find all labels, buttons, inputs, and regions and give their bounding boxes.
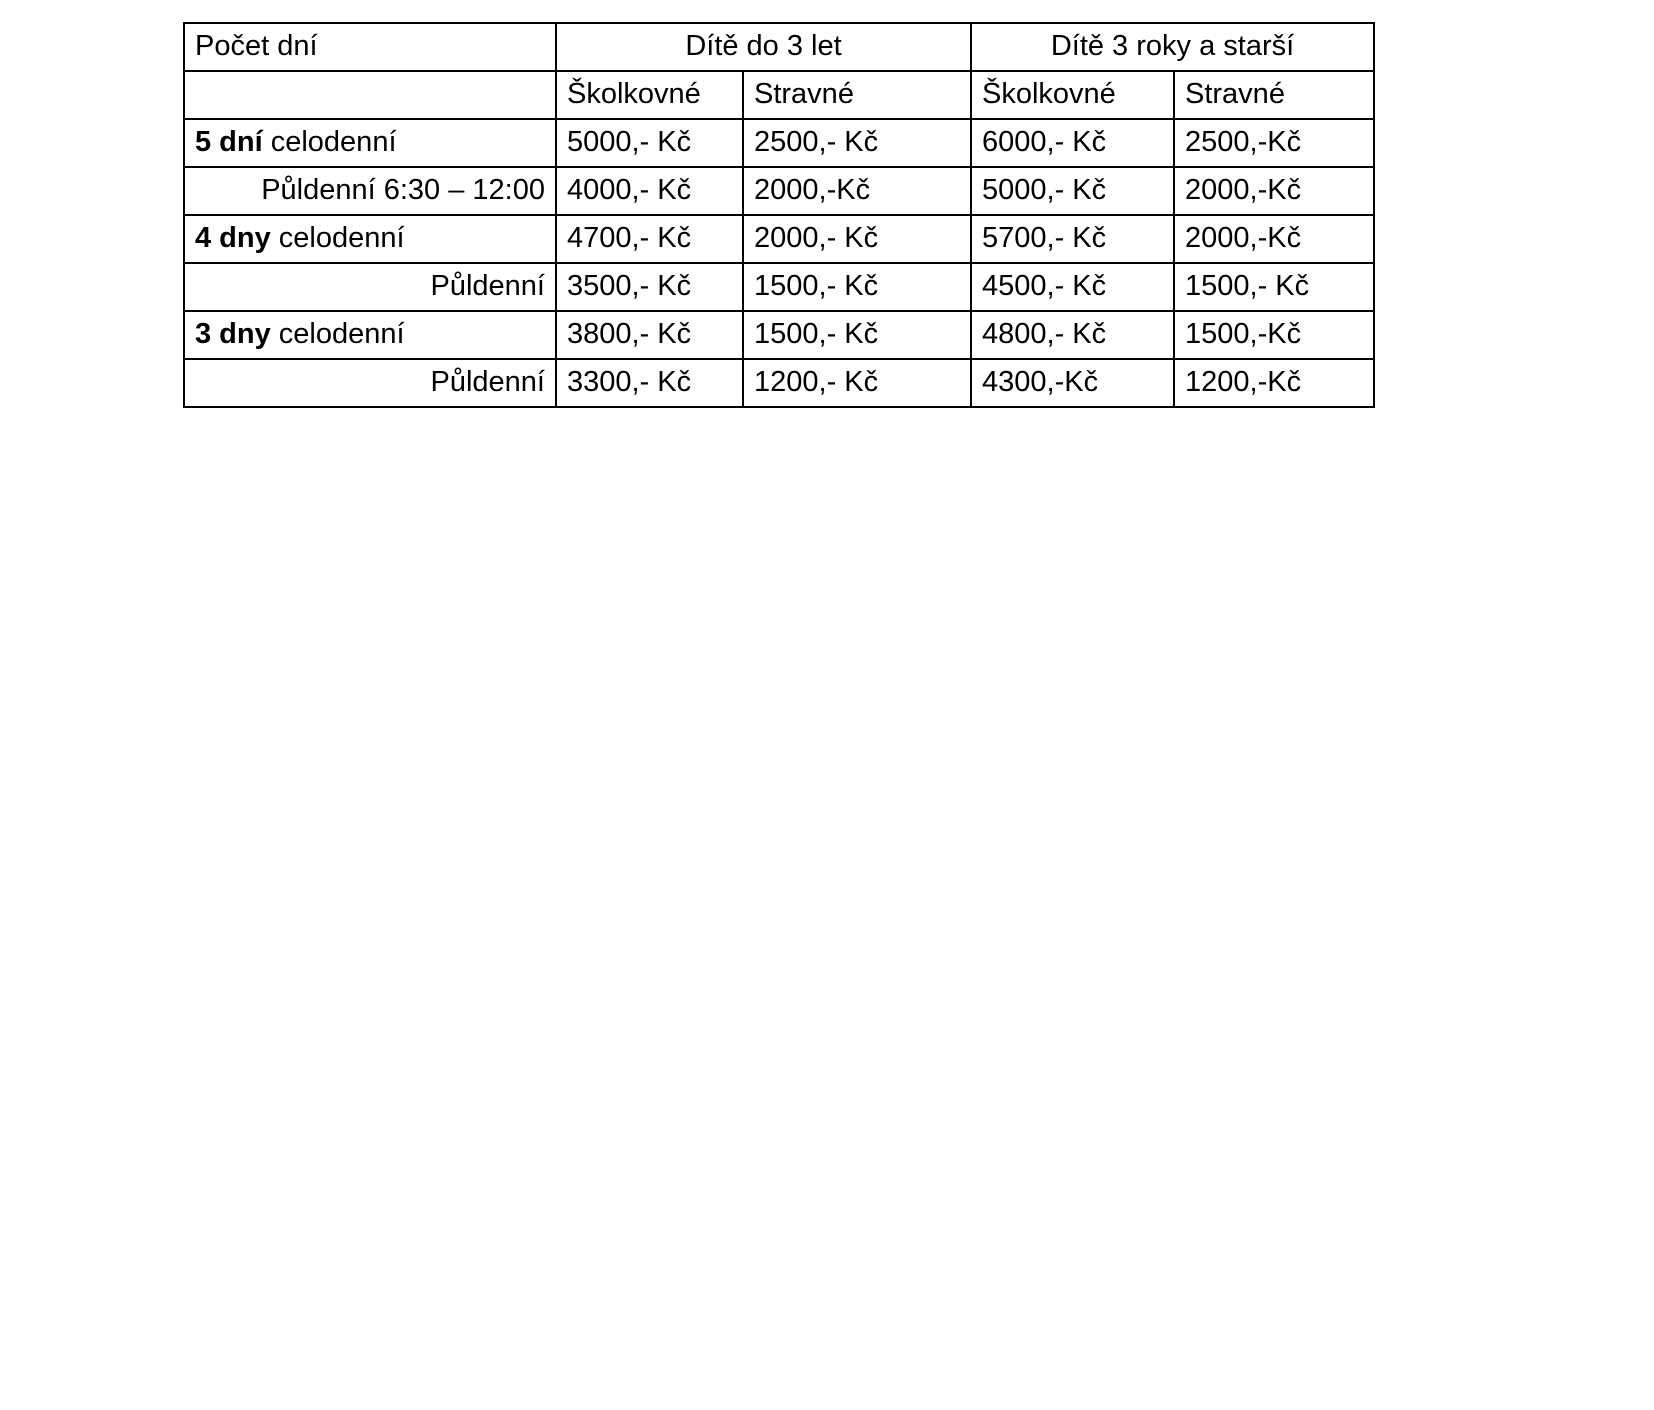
header-cell-tuition-under3: Školkovné xyxy=(556,71,743,119)
row-label-rest: Půldenní 6:30 – 12:00 xyxy=(261,174,545,206)
row-label-bold: 5 dní xyxy=(195,126,263,158)
row-value-tuition-3plus: 5000,- Kč xyxy=(971,167,1174,215)
row-value-meals-under3: 1200,- Kč xyxy=(743,359,971,407)
row-value-tuition-3plus: 4800,- Kč xyxy=(971,311,1174,359)
row-value-meals-3plus: 2000,-Kč xyxy=(1174,215,1374,263)
row-label xyxy=(184,359,556,407)
row-label xyxy=(184,167,556,215)
row-value-tuition-under3: 4000,- Kč xyxy=(556,167,743,215)
row-value-meals-3plus: 2500,-Kč xyxy=(1174,119,1374,167)
row-label xyxy=(184,119,556,167)
header-cell-group-under3: Dítě do 3 let xyxy=(556,23,971,71)
row-label xyxy=(184,215,556,263)
row-value-tuition-under3: 3800,- Kč xyxy=(556,311,743,359)
pricing-table xyxy=(183,22,1375,408)
row-label-rest: celodenní xyxy=(262,126,397,158)
table-row xyxy=(184,167,1374,215)
row-label xyxy=(184,311,556,359)
row-value-tuition-3plus: 6000,- Kč xyxy=(971,119,1174,167)
header-cell-tuition-3plus: Školkovné xyxy=(971,71,1174,119)
table-row xyxy=(184,263,1374,311)
row-value-tuition-under3: 3300,- Kč xyxy=(556,359,743,407)
row-value-meals-3plus: 2000,-Kč xyxy=(1174,167,1374,215)
row-value-meals-under3: 1500,- Kč xyxy=(743,263,971,311)
row-value-tuition-3plus: 4300,-Kč xyxy=(971,359,1174,407)
header-cell-meals-3plus: Stravné xyxy=(1174,71,1374,119)
row-value-meals-3plus: 1500,-Kč xyxy=(1174,311,1374,359)
row-value-tuition-under3: 3500,- Kč xyxy=(556,263,743,311)
row-value-meals-3plus: 1500,- Kč xyxy=(1174,263,1374,311)
table-row xyxy=(184,119,1374,167)
row-label-rest: celodenní xyxy=(270,318,405,350)
table-header-row-groups xyxy=(184,23,1374,71)
row-value-tuition-under3: 5000,- Kč xyxy=(556,119,743,167)
row-label-rest: Půldenní xyxy=(430,270,545,302)
row-value-meals-under3: 2000,- Kč xyxy=(743,215,971,263)
row-value-tuition-3plus: 4500,- Kč xyxy=(971,263,1174,311)
row-label-bold: 4 dny xyxy=(195,222,271,254)
row-value-tuition-under3: 4700,- Kč xyxy=(556,215,743,263)
row-label-bold: 3 dny xyxy=(195,318,271,350)
row-value-tuition-3plus: 5700,- Kč xyxy=(971,215,1174,263)
row-value-meals-under3: 2000,-Kč xyxy=(743,167,971,215)
row-label xyxy=(184,263,556,311)
table-header-row-subcolumns xyxy=(184,71,1374,119)
row-label-rest: Půldenní xyxy=(430,366,545,398)
table-row xyxy=(184,215,1374,263)
header-cell-meals-under3: Stravné xyxy=(743,71,971,119)
header-cell-empty xyxy=(184,71,556,119)
row-value-meals-3plus: 1200,-Kč xyxy=(1174,359,1374,407)
header-cell-count-days: Počet dní xyxy=(184,23,556,71)
row-value-meals-under3: 1500,- Kč xyxy=(743,311,971,359)
row-value-meals-under3: 2500,- Kč xyxy=(743,119,971,167)
header-cell-group-3plus: Dítě 3 roky a starší xyxy=(971,23,1374,71)
table-row xyxy=(184,311,1374,359)
row-label-rest: celodenní xyxy=(270,222,405,254)
table-row xyxy=(184,359,1374,407)
